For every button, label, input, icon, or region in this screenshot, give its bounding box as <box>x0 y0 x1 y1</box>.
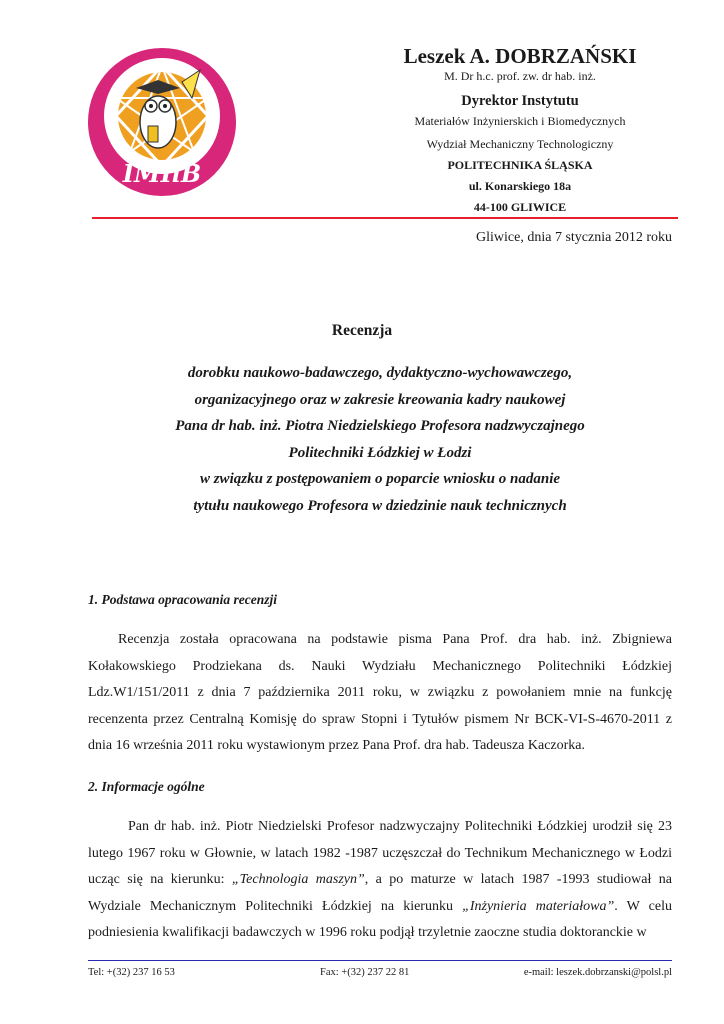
footer-divider <box>88 960 672 961</box>
author-name: Leszek A. DOBRZAŃSKI <box>403 44 637 68</box>
section-1-paragraph: Recenzja została opracowana na podstawie pisma Pana Prof. dra hab. inż. Zbigniewa Kołakowskiego Prodziekana ds. Nauki Wydziału Mechanicznego Politechniki Łódzkiej Ldz.W1/151/2011 z dnia 7 października 2011 roku, w związku z powołaniem mnie na funkcję recenzenta przez Centralną Komisję do spraw Stopni i Tytułów pismem Nr BCK-VI-S-4670-2011 z dnia 16 września 2011 roku wystawionym przez Pana Prof. dra hab. Tadeusza Kaczorka. <box>88 632 672 753</box>
subtitle-line: Politechniki Łódzkiej w Łodzi <box>288 444 472 461</box>
document-subtitle <box>88 360 672 519</box>
address-street: ul. Konarskiego 18a <box>468 179 572 193</box>
document-title: Recenzja <box>331 322 393 339</box>
logo-text: IMIiB <box>122 159 202 188</box>
institute-name: Materiałów Inżynierskich i Biomedycznych <box>414 114 626 128</box>
author-role: Dyrektor Instytutu <box>461 93 579 109</box>
header-divider <box>92 217 678 219</box>
subtitle-line: dorobku naukowo-badawczego, dydaktyczno-wychowawczego, <box>187 365 573 381</box>
paragraph-text: , a po maturze w latach 1987 -1993 studiował na Wydziale Mechanicznym Politechniki Łódzkiej na kierunku <box>88 872 672 914</box>
section-1-heading: 1. Podstawa opracowania recenzji <box>88 592 278 607</box>
institute-logo <box>86 42 238 200</box>
subtitle-line: Pana dr hab. inż. Piotra Niedzielskiego Profesora nadzwyczajnego <box>175 418 585 434</box>
subtitle-line: w związku z postępowaniem o poparcie wniosku o nadanie <box>199 471 561 487</box>
address-city: 44-100 GLIWICE <box>473 200 567 214</box>
subtitle-line: tytułu naukowego Profesora w dziedzinie nauk technicznych <box>193 497 567 514</box>
author-degree: M. Dr h.c. prof. zw. dr hab. inż. <box>444 69 596 83</box>
subtitle-line: organizacyjnego oraz w zakresie kreowania kadry naukowej <box>194 391 566 408</box>
footer-phone: Tel: +(32) 237 16 53 <box>88 967 175 978</box>
university-name: POLITECHNIKA ŚLĄSKA <box>447 158 593 172</box>
italic-term: „Technologia maszyn” <box>231 872 365 887</box>
document-date: Gliwice, dnia 7 stycznia 2012 roku <box>476 230 672 245</box>
section-2-heading: 2. Informacje ogólne <box>88 779 205 794</box>
paragraph-text: . W celu podniesienia kwalifikacji badawczych w 1996 roku podjął trzyletnie zaoczne studia doktoranckie w <box>88 898 672 940</box>
paragraph-text: Pan dr hab. inż. Piotr Niedzielski Profesor nadzwyczajny Politechniki Łódzkiej urodził się 23 lutego 1967 roku w Głownie, w latach 1982 -1987 uczęszczał do Technikum Mechanicznego w Łodzi ucząc się na kierunku: <box>88 819 672 887</box>
faculty-name: Wydział Mechaniczny Technologiczny <box>426 137 614 151</box>
footer-email[interactable]: e-mail: leszek.dobrzanski@polsl.pl <box>523 967 672 978</box>
italic-term: „Inżynieria materiałowa” <box>462 898 615 914</box>
section-2-paragraph <box>88 814 672 947</box>
footer-fax: Fax: +(32) 237 22 81 <box>320 967 410 978</box>
